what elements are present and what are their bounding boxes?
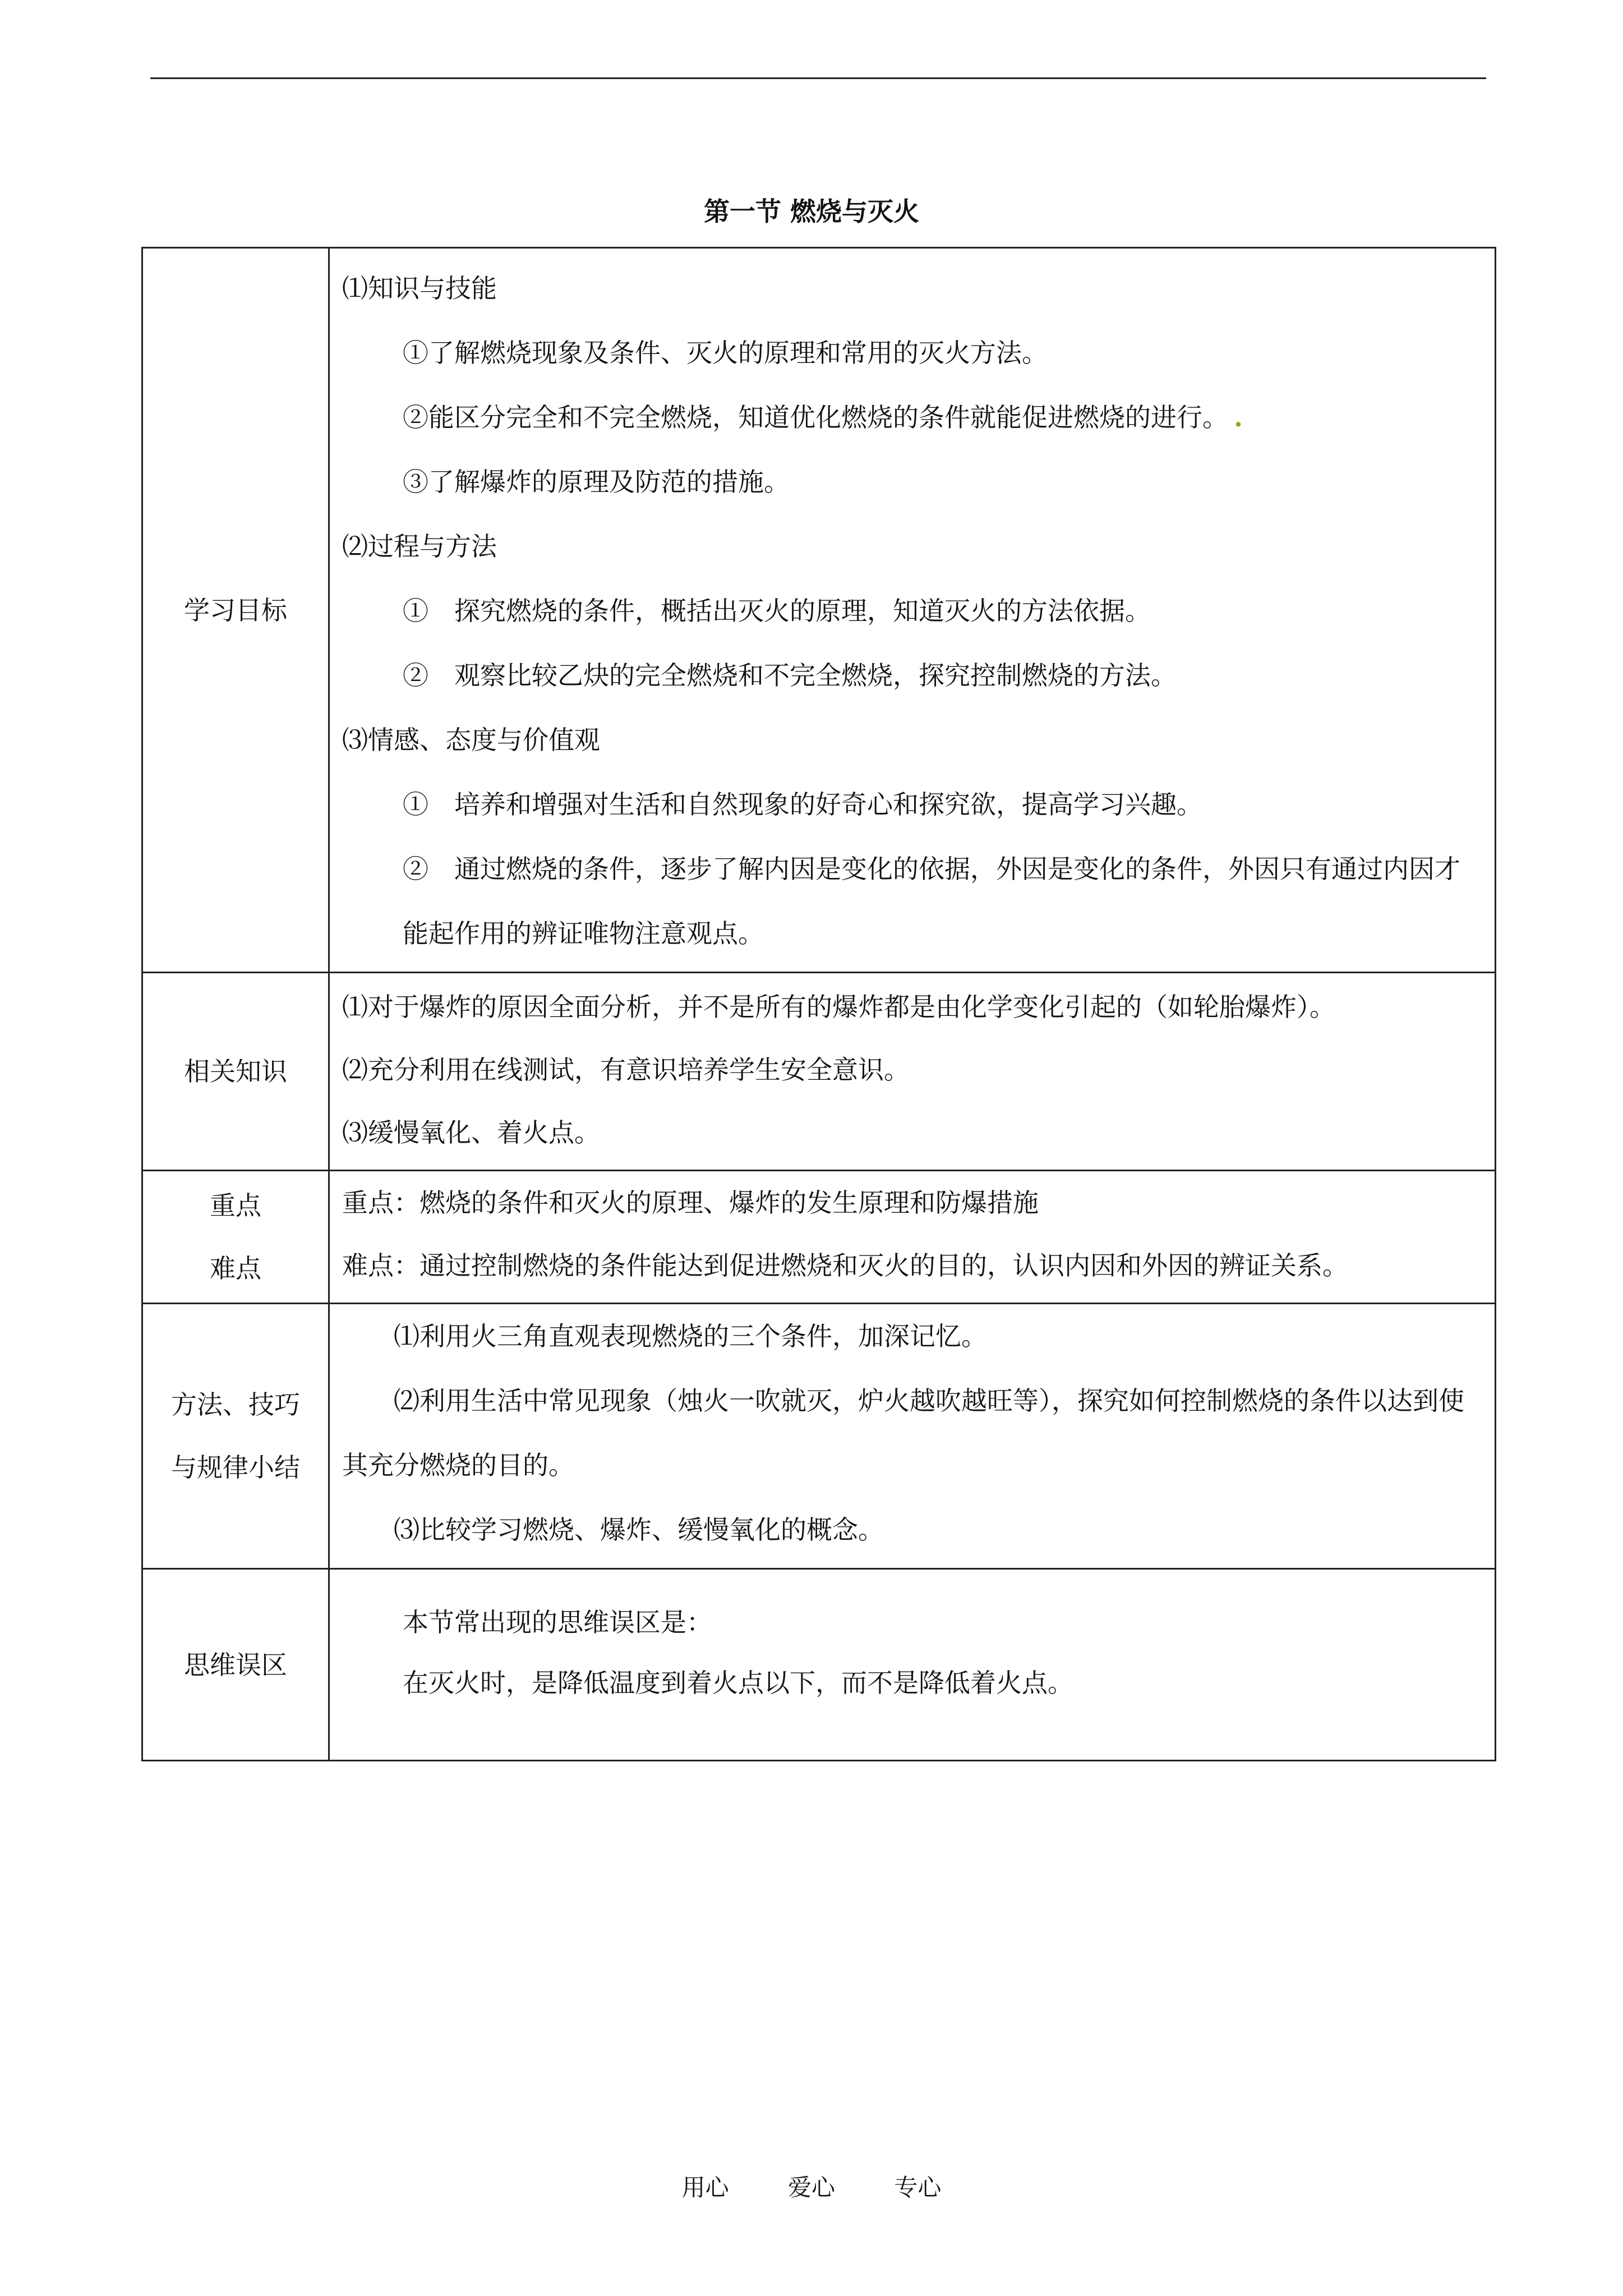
lesson-table (141, 247, 1496, 1761)
footer-word: 爱心 (787, 2174, 835, 2201)
goals-item: ② 通过燃烧的条件，逐步了解内因是变化的依据，外因是变化的条件，外因只有通过内因才能起作用的辨证唯物注意观点。 (403, 854, 1460, 949)
label-methods (142, 1304, 329, 1569)
key-point-text: 重点：燃烧的条件和灭火的原理、爆炸的发生原理和防爆措施 (342, 1188, 1039, 1218)
misconceptions-item: 本节常出现的思维误区是： (403, 1607, 712, 1637)
misconceptions-item: 在灭火时，是降低温度到着火点以下，而不是降低着火点。 (403, 1668, 1073, 1698)
content-misconceptions (329, 1569, 1496, 1761)
goals-item: ① 探究燃烧的条件，概括出灭火的原理，知道灭火的方法依据。 (403, 596, 1151, 626)
content-related (329, 973, 1496, 1171)
page-title: 第一节 燃烧与灭火 (703, 196, 919, 227)
table-row-methods (142, 1304, 1496, 1569)
goals-item: ② 观察比较乙炔的完全燃烧和不完全燃烧，探究控制燃烧的方法。 (403, 660, 1177, 691)
related-item: ⑶缓慢氧化、着火点。 (342, 1117, 600, 1148)
label-methods-top: 方法、技巧 (171, 1389, 300, 1420)
content-methods (329, 1304, 1496, 1569)
related-item: ⑴对于爆炸的原因全面分析，并不是所有的爆炸都是由化学变化引起的（如轮胎爆炸）。 (342, 992, 1335, 1022)
goals-heading-attitude: ⑶情感、态度与价值观 (342, 725, 600, 755)
goals-heading-process: ⑵过程与方法 (342, 531, 497, 562)
goals-heading-knowledge: ⑴知识与技能 (342, 273, 497, 303)
label-keypoints (142, 1171, 329, 1304)
methods-item: ⑴利用火三角直观表现燃烧的三个条件，加深记忆。 (394, 1321, 987, 1351)
label-methods-bottom: 与规律小结 (171, 1452, 300, 1483)
label-key-text: 重点 (210, 1190, 261, 1221)
label-related-text: 相关知识 (184, 1056, 287, 1087)
label-difficult-text: 难点 (210, 1253, 261, 1283)
page-footer (0, 2171, 1623, 2205)
content-keypoints (329, 1171, 1496, 1304)
difficult-point-text: 难点：通过控制燃烧的条件能达到促进燃烧和灭火的目的，认识内因和外因的辨证关系。 (342, 1250, 1348, 1281)
label-goals-text: 学习目标 (184, 595, 287, 625)
stray-mark: . (1234, 402, 1243, 432)
table-row-keypoints (142, 1171, 1496, 1304)
content-goals (329, 248, 1496, 973)
goals-item: ①了解燃烧现象及条件、灭火的原理和常用的灭火方法。 (403, 338, 1048, 368)
label-misconceptions (142, 1569, 329, 1761)
header-rule (150, 77, 1486, 79)
footer-word: 用心 (681, 2174, 729, 2201)
goals-item-text: ②能区分完全和不完全燃烧，知道优化燃烧的条件就能促进燃烧的进行。 (403, 402, 1228, 432)
table-row-misconceptions (142, 1569, 1496, 1761)
label-goals (142, 248, 329, 973)
table-row-goals (142, 248, 1496, 973)
label-related (142, 973, 329, 1171)
label-misconceptions-text: 思维误区 (184, 1649, 287, 1680)
goals-item: ① 培养和增强对生活和自然现象的好奇心和探究欲，提高学习兴趣。 (403, 789, 1202, 820)
methods-item: ⑵利用生活中常见现象（烛火一吹就灭，炉火越吹越旺等），探究如何控制燃烧的条件以达到使其充分燃烧的目的。 (342, 1386, 1464, 1480)
methods-item: ⑶比较学习燃烧、爆炸、缓慢氧化的概念。 (394, 1515, 884, 1545)
goals-item: ③了解爆炸的原理及防范的措施。 (403, 467, 790, 497)
related-item: ⑵充分利用在线测试，有意识培养学生安全意识。 (342, 1055, 910, 1085)
table-row-related (142, 973, 1496, 1171)
goals-item (342, 385, 1483, 450)
footer-word: 专心 (894, 2174, 942, 2201)
